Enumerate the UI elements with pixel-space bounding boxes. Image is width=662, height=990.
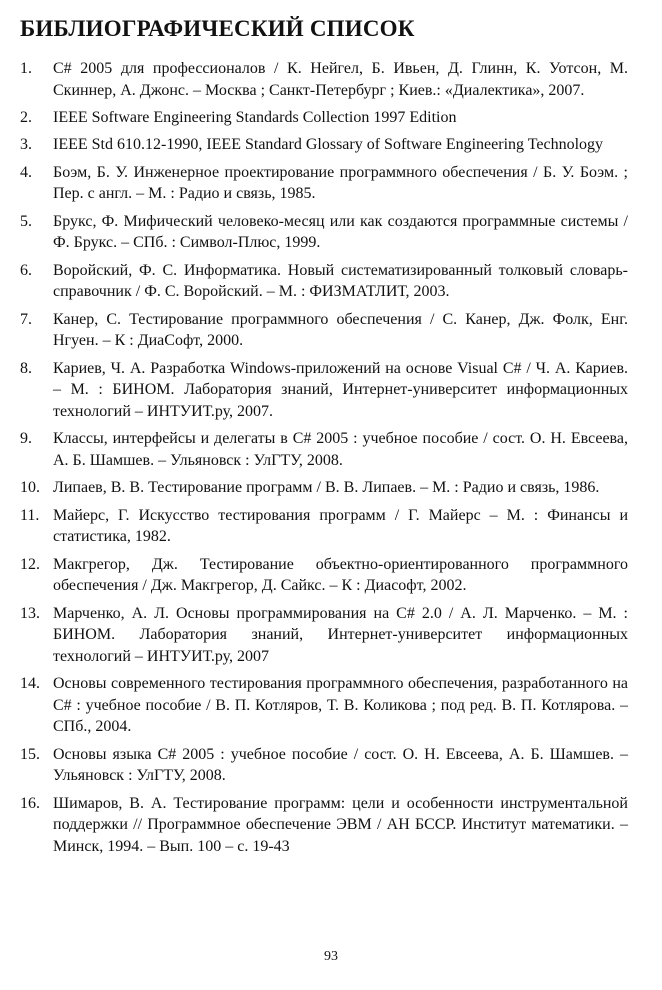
entry-number: 5. bbox=[20, 212, 32, 230]
entry-number: 12. bbox=[20, 555, 40, 573]
entry-text: IEEE Std 610.12-1990, IEEE Standard Glossary of Software Engineering Technology bbox=[53, 136, 604, 154]
entry-text: Шимаров, В. А. Тестирование программ: цели и особенности инструментальной поддержки // Программное обеспечение ЭВМ / АН БССР. Институт математики. – Минск, 1994. – Вып. 100 – с. 19-43 bbox=[53, 794, 628, 855]
bibliography-entry-15 bbox=[20, 744, 628, 787]
entry-number: 8. bbox=[20, 359, 32, 377]
bibliography-entry-14 bbox=[20, 673, 628, 738]
entry-number: 3. bbox=[20, 136, 32, 154]
entry-number: 2. bbox=[20, 108, 32, 126]
bibliography-entry-9 bbox=[20, 428, 628, 471]
entry-text: C# 2005 для профессионалов / К. Нейгел, Б. Ивьен, Д. Глинн, К. Уотсон, М. Скиннер, А. Джонс. – Москва ; Санкт-Петербург ; Киев.: «Диалектика», 2007. bbox=[53, 60, 628, 99]
bibliography-entry-10 bbox=[20, 477, 628, 499]
entry-text: Классы, интерфейсы и делегаты в C# 2005 : учебное пособие / сост. О. Н. Евсеева, А. Б. Шамшев. – Ульяновск : УлГТУ, 2008. bbox=[53, 430, 628, 469]
entry-number: 7. bbox=[20, 310, 32, 328]
entry-text: Основы языка C# 2005 : учебное пособие / сост. О. Н. Евсеева, А. Б. Шамшев. – Ульяновск : УлГТУ, 2008. bbox=[53, 745, 628, 785]
bibliography-entry-11 bbox=[20, 505, 628, 548]
entry-text: Липаев, В. В. Тестирование программ / В. В. Липаев. – М. : Радио и связь, 1986. bbox=[53, 479, 600, 497]
entry-number: 6. bbox=[20, 261, 32, 279]
entry-number: 4. bbox=[20, 163, 32, 181]
entry-number: 13. bbox=[20, 604, 40, 622]
entry-text: Макгрегор, Дж. Тестирование объектно-ориентированного программного обеспечения / Дж. Макгрегор, Д. Сайкс. – К : Диасофт, 2002. bbox=[53, 555, 628, 595]
entry-text: Канер, С. Тестирование программного обеспечения / С. Канер, Дж. Фолк, Енг. Нгуен. – К : ДиаСофт, 2000. bbox=[53, 310, 628, 350]
bibliography-entry-16 bbox=[20, 793, 628, 858]
entry-text: Боэм, Б. У. Инженерное проектирование программного обеспечения / Б. У. Боэм. ; Пер. с англ. – М. : Радио и связь, 1985. bbox=[53, 163, 628, 203]
bibliography-entry-6 bbox=[20, 260, 628, 303]
bibliography-entry-8 bbox=[20, 358, 628, 423]
bibliography-entry-12 bbox=[20, 554, 628, 597]
bibliography-entry-2 bbox=[20, 107, 628, 129]
entry-text: Кариев, Ч. А. Разработка Windows-приложений на основе Visual C# / Ч. А. Кариев. – М. : БИНОМ. Лаборатория знаний, Интернет-университет информационных технологий – ИНТУИТ.ру, 2007. bbox=[53, 359, 628, 420]
entry-number: 14. bbox=[20, 675, 40, 693]
entry-number: 10. bbox=[20, 479, 40, 497]
entry-text: Воройский, Ф. С. Информатика. Новый систематизированный толковый словарь-справочник / Ф. С. Воройский. – М. : ФИЗМАТЛИТ, 2003. bbox=[53, 261, 628, 301]
bibliography-list bbox=[20, 58, 628, 863]
entry-number: 9. bbox=[20, 430, 32, 448]
entry-text: Брукс, Ф. Мифический человеко-месяц или как создаются программные системы / Ф. Брукс. – СПб. : Символ-Плюс, 1999. bbox=[53, 212, 628, 252]
bibliography-entry-7 bbox=[20, 309, 628, 352]
bibliography-entry-3 bbox=[20, 134, 628, 156]
entry-number: 15. bbox=[20, 745, 40, 763]
page-number: 93 bbox=[324, 949, 338, 964]
bibliography-entry-1 bbox=[20, 58, 628, 101]
entry-number: 1. bbox=[20, 60, 32, 77]
entry-text: Основы современного тестирования программного обеспечения, разработанного на C# : учебное пособие / В. П. Котляров, Т. В. Коликова ; под ред. В. П. Котлярова. – СПб., 2004. bbox=[53, 675, 628, 736]
entry-text: Майерс, Г. Искусство тестирования программ / Г. Майерс – М. : Финансы и статистика, 1982. bbox=[53, 506, 628, 546]
entry-text: Марченко, А. Л. Основы программирования на C# 2.0 / А. Л. Марченко. – М. : БИНОМ. Лаборатория знаний, Интернет-университет информационных технологий – ИНТУИТ.ру, 2007 bbox=[53, 604, 628, 665]
entry-number: 11. bbox=[20, 506, 40, 524]
bibliography-entry-5 bbox=[20, 211, 628, 254]
page-title: БИБЛИОГРАФИЧЕСКИЙ СПИСОК bbox=[20, 16, 415, 41]
bibliography-entry-13 bbox=[20, 603, 628, 668]
entry-number: 16. bbox=[20, 794, 40, 812]
bibliography-entry-4 bbox=[20, 162, 628, 205]
entry-text: IEEE Software Engineering Standards Collection 1997 Edition bbox=[53, 108, 457, 126]
